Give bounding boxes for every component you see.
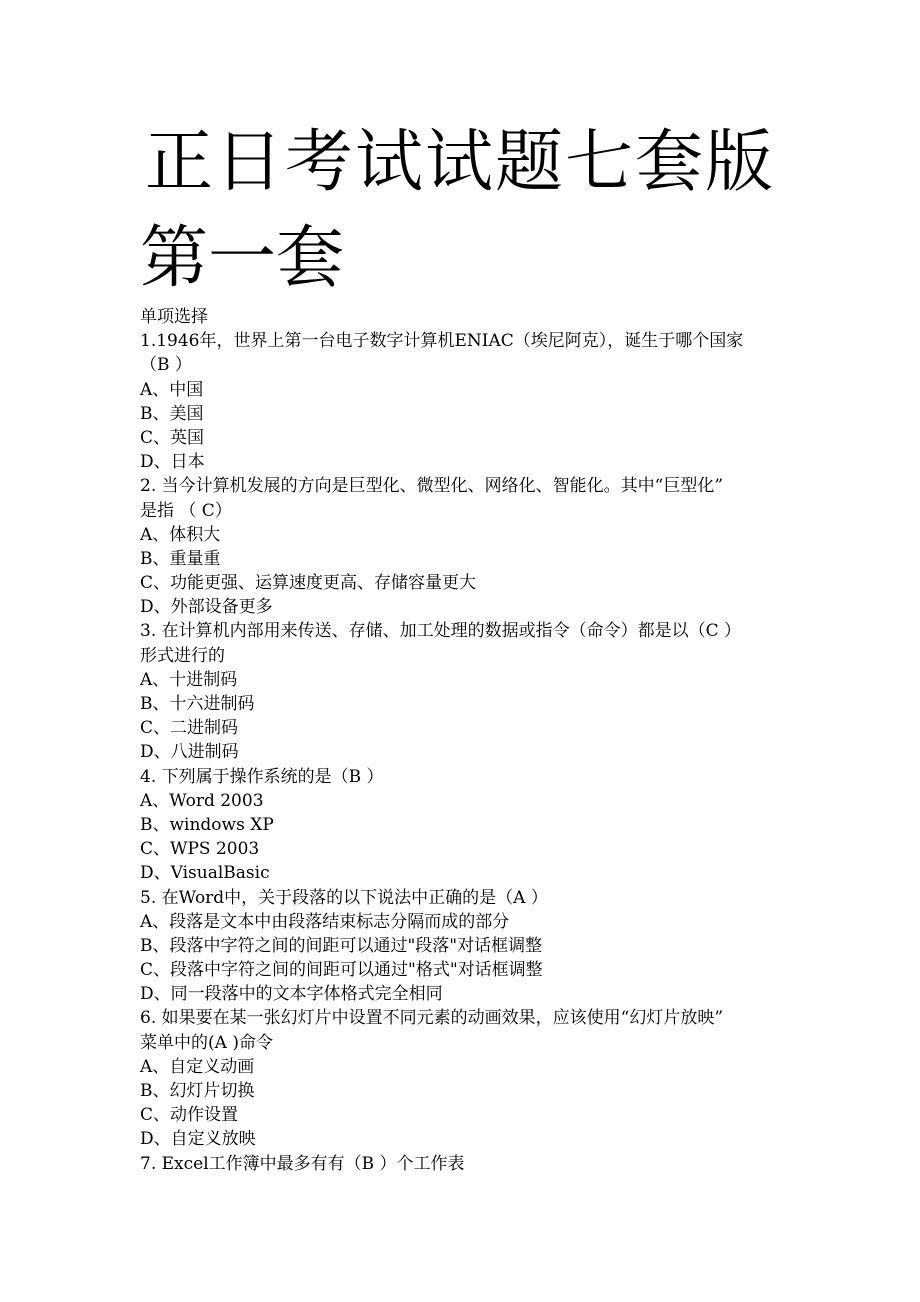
answer-option: A、Word 2003 [140, 790, 264, 811]
document-title: 正日考试试题七套版 [144, 123, 775, 202]
question-2 [140, 474, 800, 619]
answer-option: C、英国 [140, 427, 205, 448]
answer-option: B、windows XP [140, 814, 274, 835]
answer-option: B、十六进制码 [140, 694, 255, 714]
answer-option: C、功能更强、运算速度更高、存储容量更大 [140, 573, 477, 594]
question-text: 3. 在计算机内部用来传送、存储、加工处理的数据或指令（命令）都是以（C ） [140, 621, 742, 642]
question-1 [140, 329, 800, 474]
answer-option: A、中国 [140, 379, 204, 400]
answer-option: C、段落中字符之间的间距可以通过"格式"对话框调整 [140, 960, 543, 981]
question-text: 形式进行的 [140, 645, 225, 666]
question-text: 4. 下列属于操作系统的是（B ） [140, 766, 384, 787]
answer-option: D、同一段落中的文本字体格式完全相同 [140, 984, 443, 1005]
question-text: 1.1946年，世界上第一台电子数字计算机ENIAC（埃尼阿克），诞生于哪个国家 [140, 331, 744, 352]
answer-option: B、美国 [140, 403, 204, 424]
question-text: 7. Excel工作簿中最多有有（B ）个工作表 [140, 1153, 465, 1174]
question-4 [140, 765, 800, 886]
document-body [140, 305, 800, 1176]
answer-option: C、二进制码 [140, 718, 239, 739]
question-text: 5. 在Word中，关于段落的以下说法中正确的是（A ） [140, 887, 548, 908]
answer-option: B、重量重 [140, 548, 221, 569]
answer-option: C、动作设置 [140, 1105, 239, 1126]
section-heading: 单项选择 [140, 307, 208, 327]
question-text: 2. 当今计算机发展的方向是巨型化、微型化、网络化、智能化。其中“巨型化” [140, 476, 724, 497]
answer-option: B、段落中字符之间的间距可以通过"段落"对话框调整 [140, 935, 543, 956]
question-text: （B ） [140, 355, 192, 376]
answer-option: A、十进制码 [140, 669, 238, 690]
question-3 [140, 619, 800, 764]
answer-option: D、日本 [140, 452, 205, 473]
answer-option: D、VisualBasic [140, 863, 270, 884]
answer-option: B、幻灯片切换 [140, 1081, 255, 1101]
answer-option: D、八进制码 [140, 742, 239, 763]
answer-option: A、自定义动画 [140, 1056, 255, 1077]
question-text: 6. 如果要在某一张幻灯片中设置不同元素的动画效果，应该使用“幻灯片放映” [140, 1008, 724, 1029]
answer-option: A、体积大 [140, 524, 221, 545]
question-5 [140, 886, 800, 1007]
section-title: 第一套 [140, 219, 345, 298]
question-text: 是指 （ C） [140, 500, 232, 521]
answer-option: D、自定义放映 [140, 1129, 256, 1150]
question-7 [140, 1152, 800, 1176]
question-text: 菜单中的(A )命令 [140, 1032, 273, 1053]
answer-option: D、外部设备更多 [140, 597, 273, 618]
answer-option: A、段落是文本中由段落结束标志分隔而成的部分 [140, 911, 510, 932]
question-6 [140, 1006, 800, 1151]
answer-option: C、WPS 2003 [140, 839, 260, 860]
